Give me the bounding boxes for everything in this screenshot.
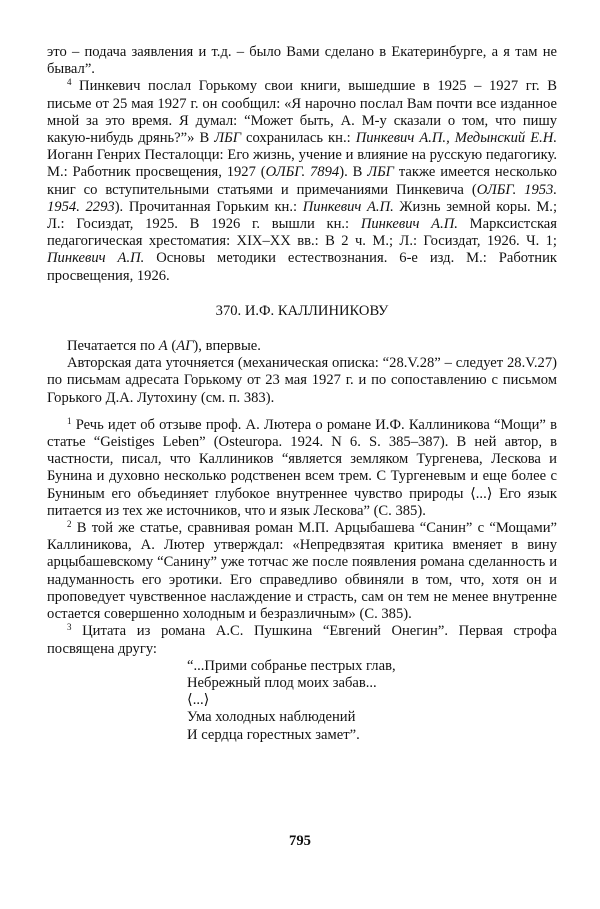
verse-line: “...Прими собранье пестрых глав, <box>187 657 396 674</box>
page-body <box>47 44 557 744</box>
verse-line: И сердца горестных замет”. <box>187 726 360 743</box>
verse-line: ⟨...⟩ <box>187 692 210 709</box>
printed-source: Печатается по А (АГ), впервые. <box>67 338 261 355</box>
note-continuation: это – подача заявления и т.д. – было Вами сделано в Екатеринбурге, а я там не бывал”. <box>47 44 557 78</box>
note-3: $^3$ Цитата из романа А.С. Пушкина “Евгений Онегин”. Первая строфа посвящена другу: <box>47 622 557 657</box>
note-3-number: 3 <box>67 622 72 633</box>
note-1-number: 1 <box>67 415 72 426</box>
verse-line: Небрежный плод моих забав... <box>187 674 377 691</box>
page-number: 795 <box>289 833 311 849</box>
letter-heading: 370. И.Ф. КАЛЛИНИКОВУ <box>215 302 389 319</box>
note-4-number: 4 <box>67 77 72 88</box>
note-2: $^2$ В той же статье, сравнивая роман М.П. Арцыбашева “Санин” с “Мощами” Каллиникова, А. Лютер утверждал: «Непредвзятая критика вменяет в вину арцыбашевскому “Санину” уже тотчас же после появления романа сделанность и надуманность его эротики. Его справедливо обвиняли в том, что, хотя он и проповедует чувственное наслаждение и страсть, сам он тем не менее внутренне остается совершенно холодным и безразличным» (С. 385). <box>47 519 557 623</box>
dating-note: Авторская дата уточняется (механическая описка: “28.V.28” – следует 28.V.27) по письмам адресата Горькому от 23 мая 1927 г. и по сопоставлению с письмом Горького Д.А. Лутохину (см. п. 383). <box>47 355 557 406</box>
note-4: $^4$ Пинкевич послал Горькому свои книги, вышедшие в 1925 – 1927 гг. В письме от 25 мая 1927 г. он сообщил: «Я нарочно послал Вам почти все изданное мной за это время. Я думал: “Может быть, А. М-у сказали о том, что пишу какую-нибудь дрянь?”» В ЛБГ сохранилась кн.: Пинкевич А.П., Медынский Е.Н. Иоганн Генрих Песталоцци: Его жизнь, учение и влияние на русскую педагогику. М.: Работник просвещения, 1927 (ОЛБГ. 7894). В ЛБГ также имеется несколько книг со вступительными статьями и примечаниями Пинкевича (ОЛБГ. 1953. 1954. 2293). Прочитанная Горьким кн.: Пинкевич А.П. Жизнь земной коры. М.; Л.: Госиздат, 1925. В 1926 г. вышли кн.: Пинкевич А.П. Марксистская педагогическая хрестоматия: XIX–XX вв.: В 2 ч. М.; Л.: Госиздат, 1926. Ч. 1; Пинкевич А.П. Основы методики естествознания. 6-е изд. М.: Работник просвещения, 1926. <box>47 77 557 284</box>
verse-quote <box>187 658 557 744</box>
verse-line: Ума холодных наблюдений <box>187 709 356 726</box>
note-2-number: 2 <box>67 519 72 530</box>
note-1: $^1$ Речь идет об отзыве проф. А. Лютера о романе И.Ф. Каллиникова “Мощи” в статье “Geistiges Leben” (Osteuropa. 1924. N 6. S. 385–387). В ней автор, в частности, писал, что Каллиников “является земляком Тургенева, Лескова и Бунина и духовно несколько родственен всем трем. С Тургеневым и еще более с Буниным его объединяет глубокое внутреннее чувство природы ⟨...⟩ Его язык питается из тех же источников, что и язык Лескова” (С. 385). <box>47 415 557 519</box>
